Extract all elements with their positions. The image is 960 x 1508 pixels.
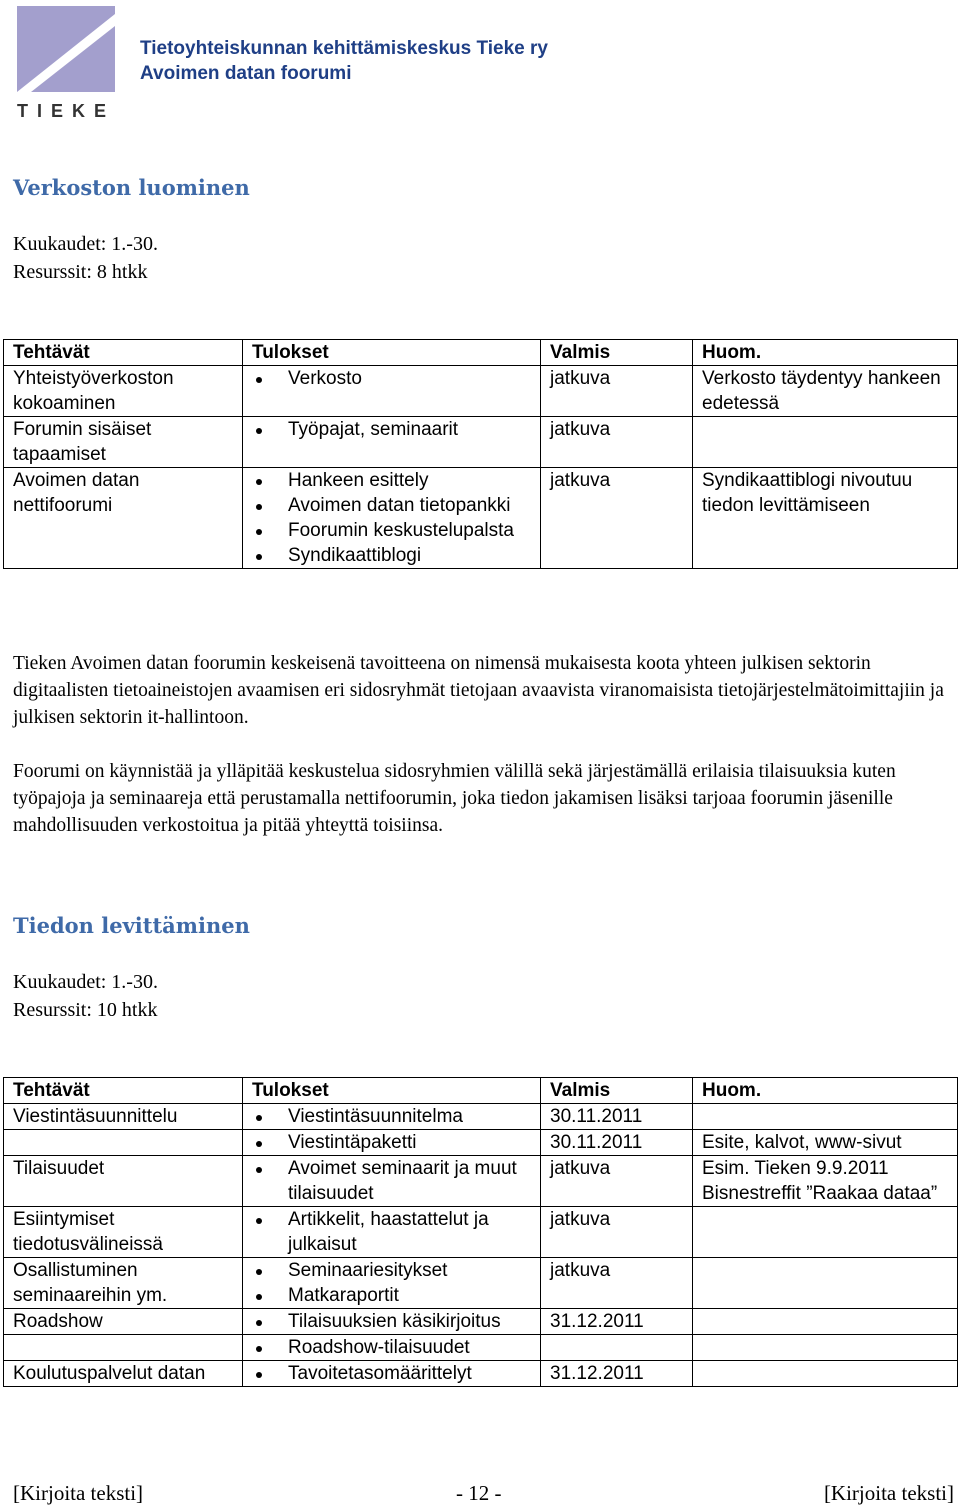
results-cell — [243, 1335, 541, 1361]
col-header-tasks: Tehtävät — [4, 1078, 243, 1104]
col-header-results: Tulokset — [243, 340, 541, 366]
results-cell — [243, 1361, 541, 1387]
section2-resources: Resurssit: 10 htkk — [13, 999, 158, 1021]
result-item: Viestintäpaketti — [288, 1130, 540, 1155]
result-item: Foorumin keskustelupalsta — [288, 518, 540, 543]
table-header-row — [4, 1078, 958, 1104]
paragraph-goal: Tieken Avoimen datan foorumin keskeisenä tavoitteena on nimensä mukaisesta koota yhteen julkisen sektorin digitaalisten tietoaineistojen avaamisen eri sidosryhmät tietojaan avaavista viranomaisista tietojärjestelmätoimittajiin ja julkisen sektorin it-hallintoon. — [13, 653, 944, 728]
note-cell — [693, 1104, 958, 1130]
done-cell: 30.11.2011 — [541, 1104, 693, 1130]
task-cell: Osallistuminen seminaareihin ym. — [4, 1258, 243, 1309]
table-header-row — [4, 340, 958, 366]
header-org: Tietoyhteiskunnan kehittämiskeskus Tieke ry — [140, 38, 548, 59]
note-cell — [693, 1335, 958, 1361]
section1-months: Kuukaudet: 1.-30. — [13, 233, 158, 255]
results-cell — [243, 1309, 541, 1335]
col-header-note: Huom. — [693, 1078, 958, 1104]
done-cell: 31.12.2011 — [541, 1361, 693, 1387]
done-cell: jatkuva — [541, 366, 693, 417]
note-cell: Verkosto täydentyy hankeen edetessä — [693, 366, 958, 417]
table-row — [4, 1130, 958, 1156]
results-cell — [243, 1130, 541, 1156]
result-item: Avoimet seminaarit ja muut tilaisuudet — [288, 1156, 540, 1206]
col-header-done: Valmis — [541, 1078, 693, 1104]
table-row — [4, 1309, 958, 1335]
results-cell — [243, 1104, 541, 1130]
section-title-network: Verkoston luominen — [13, 175, 250, 200]
table-row — [4, 1335, 958, 1361]
results-cell — [243, 468, 541, 569]
table-row — [4, 468, 958, 569]
result-item: Hankeen esittely — [288, 468, 540, 493]
result-item: Syndikaattiblogi — [288, 543, 540, 568]
tieke-logo — [14, 4, 118, 120]
done-cell: jatkuva — [541, 1207, 693, 1258]
col-header-note: Huom. — [693, 340, 958, 366]
results-cell — [243, 1156, 541, 1207]
section1-meta — [13, 230, 158, 286]
task-cell: Yhteistyöverkoston kokoaminen — [4, 366, 243, 417]
task-cell: Roadshow — [4, 1309, 243, 1335]
table-row — [4, 366, 958, 417]
section-title-dissemination: Tiedon levittäminen — [13, 913, 250, 938]
result-item: Avoimen datan tietopankki — [288, 493, 540, 518]
tasks-table-dissemination — [3, 1077, 958, 1387]
done-cell — [541, 1335, 693, 1361]
task-cell: Tilaisuudet — [4, 1156, 243, 1207]
table-row — [4, 1156, 958, 1207]
note-cell — [693, 1361, 958, 1387]
result-item: Työpajat, seminaarit — [288, 417, 540, 442]
logo-text: TIEKE — [16, 101, 116, 120]
result-item: Viestintäsuunnitelma — [288, 1104, 540, 1129]
page-header — [140, 36, 548, 86]
result-item: Tavoitetasomäärittelyt — [288, 1361, 540, 1386]
task-cell: Esiintymiset tiedotusvälineissä — [4, 1207, 243, 1258]
result-item: Roadshow-tilaisuudet — [288, 1335, 540, 1360]
done-cell: 30.11.2011 — [541, 1130, 693, 1156]
result-item: Tilaisuuksien käsikirjoitus — [288, 1309, 540, 1334]
note-cell — [693, 417, 958, 468]
task-cell — [4, 1130, 243, 1156]
done-cell: jatkuva — [541, 417, 693, 468]
footer-right: [Kirjoita teksti] — [823, 1481, 954, 1505]
footer-page-number: - 12 - — [456, 1481, 502, 1505]
result-item: Verkosto — [288, 366, 540, 391]
tasks-table-network — [3, 339, 958, 569]
note-cell: Syndikaattiblogi nivoutuu tiedon levittämiseen — [693, 468, 958, 569]
table-row — [4, 1207, 958, 1258]
task-cell: Viestintäsuunnittelu — [4, 1104, 243, 1130]
note-cell — [693, 1258, 958, 1309]
results-cell — [243, 417, 541, 468]
footer-left: [Kirjoita teksti] — [13, 1481, 144, 1505]
table-row — [4, 1104, 958, 1130]
task-cell: Forumin sisäiset tapaamiset — [4, 417, 243, 468]
col-header-tasks: Tehtävät — [4, 340, 243, 366]
task-cell — [4, 1335, 243, 1361]
section2-months: Kuukaudet: 1.-30. — [13, 971, 158, 993]
note-cell — [693, 1207, 958, 1258]
note-cell: Esite, kalvot, www-sivut — [693, 1130, 958, 1156]
done-cell: jatkuva — [541, 1156, 693, 1207]
results-cell — [243, 366, 541, 417]
col-header-done: Valmis — [541, 340, 693, 366]
done-cell: jatkuva — [541, 468, 693, 569]
result-item: Artikkelit, haastattelut ja julkaisut — [288, 1207, 540, 1257]
col-header-results: Tulokset — [243, 1078, 541, 1104]
task-cell: Avoimen datan nettifoorumi — [4, 468, 243, 569]
task-cell: Koulutuspalvelut datan — [4, 1361, 243, 1387]
result-item: Seminaariesitykset — [288, 1258, 540, 1283]
table-row — [4, 1361, 958, 1387]
section1-resources: Resurssit: 8 htkk — [13, 261, 148, 283]
note-cell — [693, 1309, 958, 1335]
results-cell — [243, 1258, 541, 1309]
table-row — [4, 1258, 958, 1309]
table-row — [4, 417, 958, 468]
paragraph-forum: Foorumi on käynnistää ja ylläpitää keskustelua sidosryhmien välillä sekä järjestämällä erilaisia tilaisuuksia kuten työpajoja ja seminaareja että perustamalla nettifoorumin, joka tiedon jakamisen lisäksi tarjoaa foorumin jäsenille mahdollisuuden verkostoitua ja pitää yhteyttä toisiinsa. — [13, 761, 896, 836]
note-cell: Esim. Tieken 9.9.2011 Bisnestreffit ”Raakaa dataa” — [693, 1156, 958, 1207]
done-cell: 31.12.2011 — [541, 1309, 693, 1335]
header-project: Avoimen datan foorumi — [140, 63, 352, 84]
done-cell: jatkuva — [541, 1258, 693, 1309]
results-cell — [243, 1207, 541, 1258]
section2-meta — [13, 968, 158, 1024]
result-item: Matkaraportit — [288, 1283, 540, 1308]
